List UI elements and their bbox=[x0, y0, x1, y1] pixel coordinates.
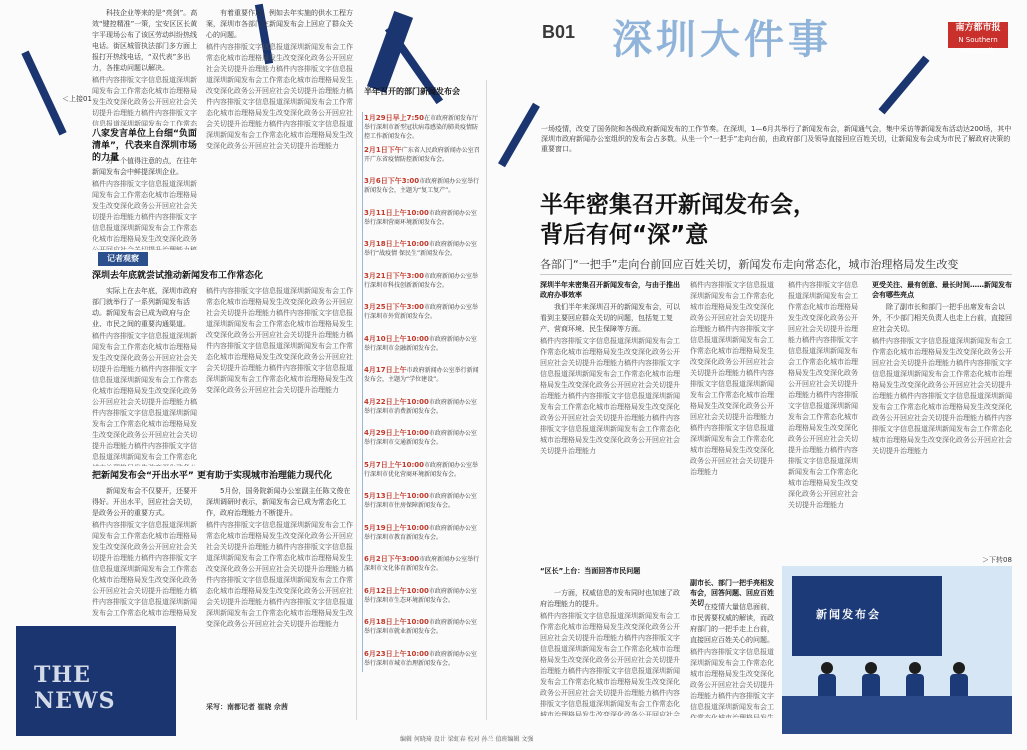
timeline-desc: 市政府新闻办公室举行“战疫情 保民生”新闻发布会。 bbox=[364, 241, 477, 257]
section-title: 深圳大件事 bbox=[612, 17, 832, 63]
subhead: 深圳半年来密集召开新闻发布会，与由于推出政府办事效率 bbox=[540, 281, 680, 299]
filler-text bbox=[206, 286, 354, 396]
timeline-item bbox=[364, 461, 482, 479]
filler-text bbox=[690, 647, 780, 718]
main-headline bbox=[540, 190, 816, 250]
timeline-desc: 市政府新闻办公室举行深圳市消费新闻发布会。 bbox=[364, 398, 477, 415]
speaker-figure bbox=[862, 662, 880, 696]
timeline-date: 6月2日下午3:00 bbox=[364, 555, 420, 563]
microphone-icon bbox=[878, 56, 929, 115]
timeline-date: 6月12日上午10:00 bbox=[364, 586, 429, 595]
timeline-date: 3月11日上午10:00 bbox=[364, 208, 429, 217]
speaker-figure bbox=[950, 662, 968, 696]
tv-news-text: THE NEWS bbox=[34, 662, 116, 714]
timeline-item bbox=[364, 240, 482, 258]
timeline-date: 4月17日上午 bbox=[364, 366, 407, 374]
timeline-date: 4月10日上午10:00 bbox=[364, 334, 429, 343]
timeline-item bbox=[364, 618, 482, 636]
microphone-icon bbox=[21, 51, 66, 136]
filler-text bbox=[690, 280, 780, 478]
paragraph: 我们半年来深圳召开的新闻发布会，可以看到主要回应群众关切的问题，包括复工复产、营商环境、民生保障等方面。 bbox=[540, 303, 680, 333]
timeline-item bbox=[364, 335, 482, 353]
timeline-desc: 市政府新闻办公室举行新闻发布会，主题为“学位建设”。 bbox=[364, 367, 479, 383]
article-column bbox=[206, 286, 354, 466]
timeline-date: 3月21日下午3:00 bbox=[364, 271, 425, 280]
timeline-item bbox=[364, 492, 482, 510]
timeline-item bbox=[364, 366, 482, 384]
subhead: 八家发言单位上台细“负面清单”，代表来自深圳市场的力量 bbox=[92, 129, 197, 163]
timeline-item bbox=[364, 429, 482, 447]
microphone-icon bbox=[498, 103, 540, 168]
filler-text bbox=[788, 280, 864, 511]
jump-from: ＜上接01 bbox=[62, 95, 92, 103]
subhead: 副市长、部门一把手亮相发布会，回答问题、回应百姓关切 bbox=[690, 579, 774, 607]
timeline-desc: 市政府新闻办公室举行深圳市住房保障新闻发布会。 bbox=[364, 493, 477, 509]
illustration-title: 新闻发布会 bbox=[816, 608, 881, 621]
timeline-date: 3月6日下午3:00 bbox=[364, 177, 420, 185]
column-divider bbox=[356, 80, 357, 720]
deck-paragraph: 一场疫情，改变了国务院和各级政府新闻发布的工作节奏。在深圳，1—6月共举行了新闻发布会，新闻通气会，集中采访等新闻发布活动达200场，其中深圳市政府新闻办公室组织的发布会占多数。从坐一个“一把手”走向台前，由政府部门及领导直接回应百姓关切，让新闻发布会成为市民了解政府决策的重要窗口。 bbox=[541, 125, 1012, 153]
article-column bbox=[92, 156, 198, 250]
timeline-line bbox=[362, 112, 363, 672]
timeline-date: 1月29日早上7:50 bbox=[364, 114, 425, 122]
timeline-item bbox=[364, 177, 482, 195]
timeline-date: 3月18日上午10:00 bbox=[364, 240, 429, 248]
recall-badge: 记者观察 bbox=[98, 252, 148, 266]
article-column bbox=[206, 8, 354, 248]
timeline-desc: 市政府新闻办公室举行深圳市文化体育新闻发布会。 bbox=[364, 556, 480, 572]
timeline-item bbox=[364, 555, 482, 573]
filler-text bbox=[92, 179, 198, 250]
jump-to: ＞下转08 bbox=[982, 556, 1012, 564]
paragraph: 除了副市长和部门一把手出席发布会以外，不少部门相关负责人也走上台前，直接回应社会关切。 bbox=[872, 303, 1012, 333]
timeline-item bbox=[364, 272, 482, 290]
speaker-figure bbox=[818, 662, 836, 696]
speaker-figure bbox=[906, 662, 924, 696]
timeline-item bbox=[364, 114, 482, 141]
timeline-desc: 市政府新闻办公室举行深圳市生态环境新闻发布会。 bbox=[364, 587, 477, 604]
timeline-item bbox=[364, 209, 482, 227]
timeline-item bbox=[364, 587, 482, 605]
filler-text bbox=[206, 520, 354, 630]
timeline-desc: 市政府新闻办公室举行深圳市城市治理新闻发布会。 bbox=[364, 650, 477, 667]
logo-line2: N Southern Metropolis bbox=[958, 36, 998, 55]
article-column bbox=[92, 8, 198, 126]
paragraph: 实际上在去年底，深圳市政府部门就举行了一系列新闻发布活动。新闻发布会已成为政府与企业、市民之间的重要沟通渠道。 bbox=[92, 287, 197, 328]
timeline-date: 5月13日上午10:00 bbox=[364, 492, 429, 500]
subhead: 更受关注、最有创意、最长时间……新闻发布会有哪些亮点 bbox=[872, 281, 1012, 299]
filler-text bbox=[92, 75, 198, 126]
logo-line1: 南方都市报 bbox=[955, 23, 1001, 33]
paragraph: 5月份，国务院新闻办公室副主任陈文俊在深圳调研时表示，新闻发布会已成为常态化工作，政府治理能力不断提升。 bbox=[206, 487, 351, 517]
timeline-date: 3月25日下午3:00 bbox=[364, 303, 425, 311]
author-line: 采写：南都记者 崔晓 佘茜 bbox=[206, 703, 288, 711]
newspaper-logo bbox=[948, 22, 1008, 55]
article-column bbox=[690, 280, 780, 570]
timeline-heading: 半年召开的部门新闻发布会 bbox=[364, 87, 460, 96]
filler-text bbox=[540, 611, 680, 716]
article-column bbox=[540, 302, 680, 564]
timeline-desc: 市政府新闻办公室举行深圳市交通新闻发布会。 bbox=[364, 430, 477, 446]
timeline-desc: 市政府新闻办公室举行深圳市外贸新闻发布会。 bbox=[364, 304, 479, 320]
paragraph: 另一个值得注意的点，在往年新闻发布会中鲜提深圳企业。 bbox=[92, 157, 197, 176]
press-conference-illustration bbox=[782, 566, 1012, 734]
article-column bbox=[206, 486, 354, 700]
filler-text bbox=[92, 331, 198, 466]
article-column bbox=[690, 602, 780, 718]
timeline-desc: 市政府新闻办公室举行深圳市优化营商环境新闻发布会。 bbox=[364, 461, 479, 478]
headline-line-1: 半年密集召开新闻发布会， bbox=[540, 192, 816, 218]
page-code: B01 bbox=[542, 22, 576, 42]
article-column bbox=[540, 588, 680, 716]
timeline-desc: 市政府新闻办公室举行深圳市金融新闻发布会。 bbox=[364, 335, 477, 352]
timeline-desc: 市政府新闻办公室举行新闻发布会，主题为“复工复产”。 bbox=[364, 178, 480, 194]
paragraph: 在疫情大量信息面前，市民需要权威的解读，而政府部门的一把手走上台前，直接回应百姓关心的问题。 bbox=[690, 603, 774, 644]
subhead: 把新闻发布会“开出水平” 更有助于实现城市治理能力现代化 bbox=[92, 471, 332, 481]
timeline-desc: 在市政府新闻发布厅举行深圳市新型冠状病毒感染的肺炎疫情防控工作新闻发布会。 bbox=[364, 115, 479, 140]
article-column bbox=[788, 280, 864, 560]
timeline-desc: 市政府新闻办公室举行深圳市教育新闻发布会。 bbox=[364, 524, 477, 541]
timeline-date: 6月18日上午10:00 bbox=[364, 618, 429, 626]
divider bbox=[540, 274, 1012, 275]
timeline-desc: 广东省人民政府新闻办公室召开广东省疫情防控新闻发布会。 bbox=[364, 146, 480, 163]
desk-shape bbox=[782, 696, 1012, 734]
timeline-desc: 市政府新闻办公室举行深圳营商环境新闻发布会。 bbox=[364, 209, 477, 226]
timeline-item bbox=[364, 650, 482, 668]
filler-text bbox=[206, 42, 354, 152]
timeline-date: 6月23日上午10:00 bbox=[364, 649, 429, 658]
sub-headline: 各部门“一把手”走向台前回应百姓关切，新闻发布走向常态化，城市治理格局发生改变 bbox=[540, 258, 959, 271]
timeline-date: 4月29日上午10:00 bbox=[364, 429, 429, 437]
paragraph: 新闻发布会不仅要开，还要开得好。开出水平，回应社会关切，是政务公开的重要方式。 bbox=[92, 487, 197, 517]
headline-line-2: 背后有何“深”意 bbox=[540, 222, 709, 248]
subhead: “区长”上台：当面回答市民问题 bbox=[540, 567, 641, 575]
article-column bbox=[872, 302, 1012, 552]
tv-illustration bbox=[16, 626, 176, 736]
timeline-desc: 市政府新闻办公室举行深圳市科技创新新闻发布会。 bbox=[364, 272, 479, 289]
article-column bbox=[92, 486, 198, 616]
paragraph: 一方面，权威信息的发布同时也加速了政府治理能力的提升。 bbox=[540, 589, 680, 608]
article-column bbox=[92, 286, 198, 466]
timeline-item bbox=[364, 303, 482, 321]
intro-paragraph: 科技企业等来的是“亮剑”。高效“键控精准”一策，宝安区区长黄宇平现场公布了该区劳动纠纷热线电话。街区城管执法部门多方面上报打开热线电话，“双代表”多出力，各推动问题以解决。 bbox=[92, 9, 198, 72]
timeline-item bbox=[364, 398, 482, 416]
filler-text bbox=[872, 336, 1012, 457]
footer-credits: 编辑 何晓琦 设计 梁虹春 校对 孙兰 值班编辑 文强 bbox=[400, 736, 534, 743]
filler-text bbox=[540, 336, 680, 457]
column-divider bbox=[486, 80, 487, 720]
filler-text bbox=[92, 520, 198, 616]
timeline-date: 2月1日下午 bbox=[364, 145, 402, 154]
paragraph: 有着重要作用。例如去年实施的供水工程方案，深圳市各部门在新闻发布会上回应了群众关心的问题。 bbox=[206, 9, 353, 39]
timeline-desc: 市政府新闻办公室举行深圳市就业新闻发布会。 bbox=[364, 619, 477, 635]
timeline-item bbox=[364, 524, 482, 542]
timeline-date: 4月22日上午10:00 bbox=[364, 397, 429, 406]
timeline-date: 5月7日上午10:00 bbox=[364, 460, 425, 469]
timeline-date: 5月19日上午10:00 bbox=[364, 523, 429, 532]
timeline-item bbox=[364, 146, 482, 164]
subhead: 深圳去年底就尝试推动新闻发布工作常态化 bbox=[92, 271, 264, 281]
